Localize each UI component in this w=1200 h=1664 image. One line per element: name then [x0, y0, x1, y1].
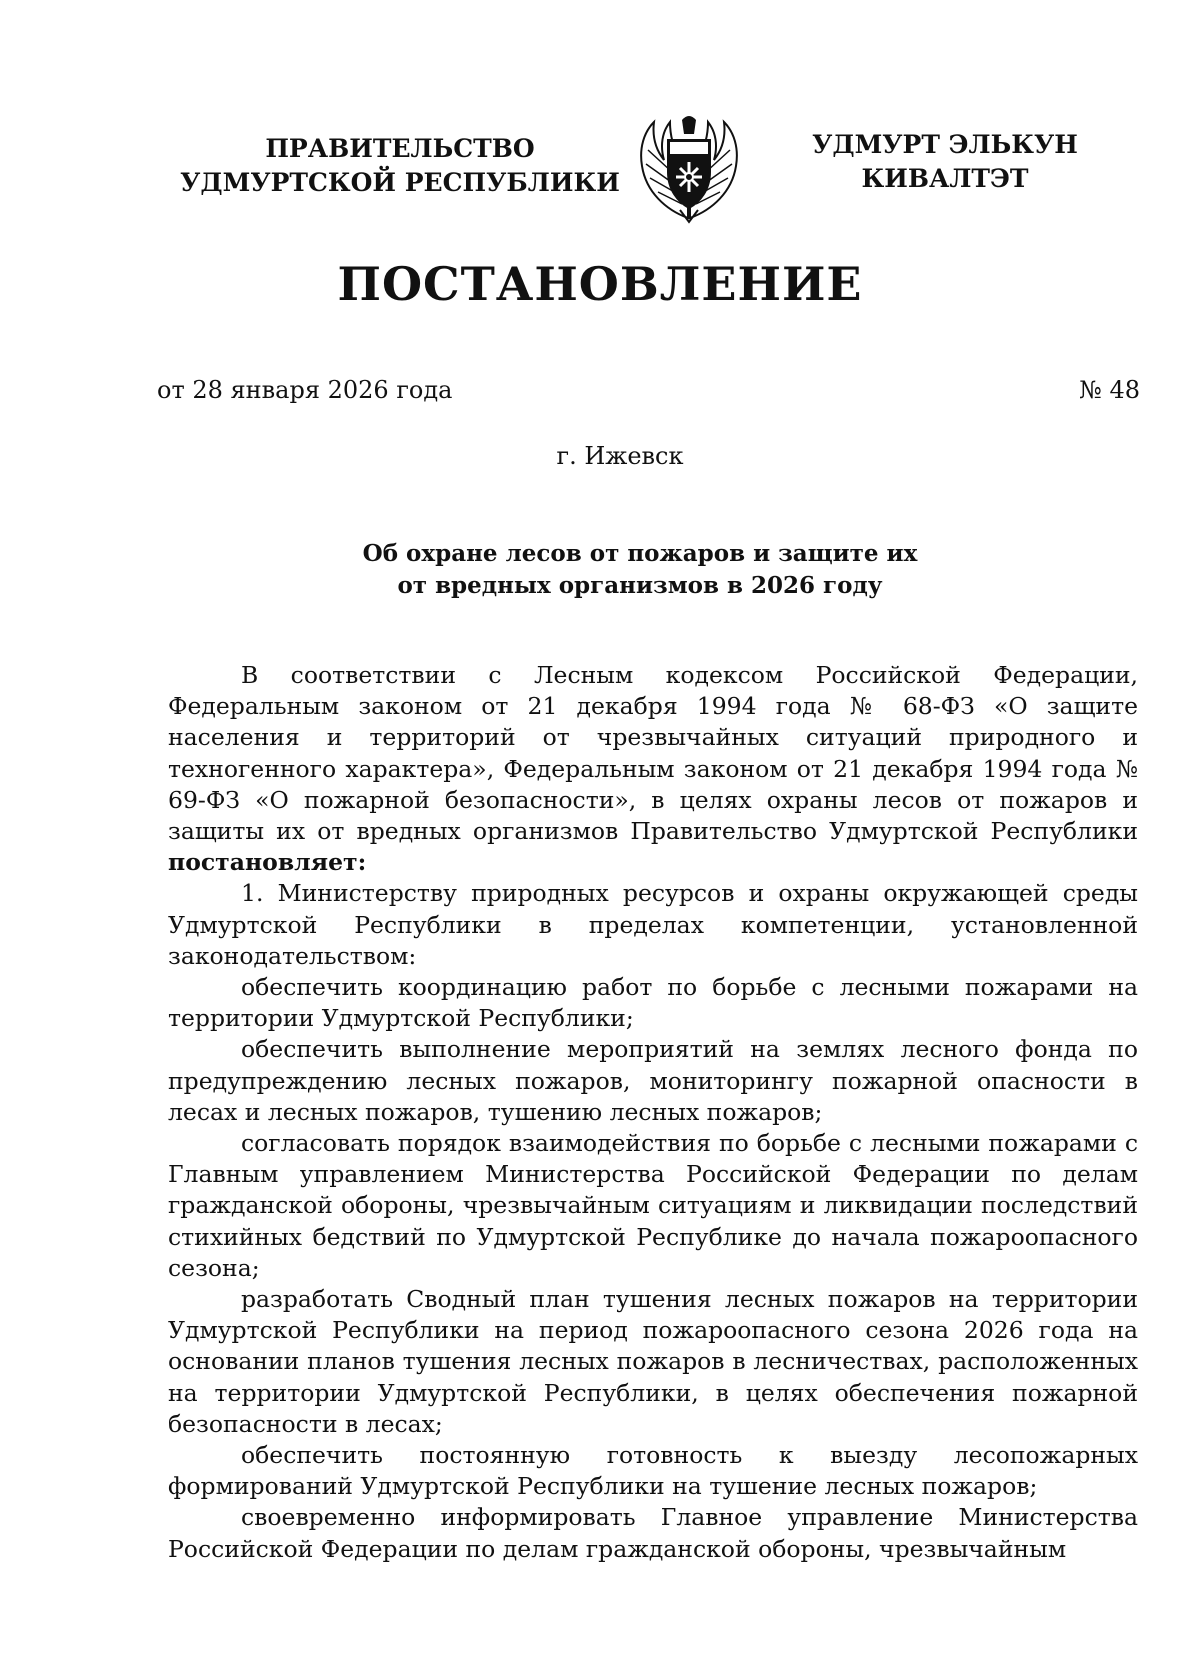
issuer-name-udmurt-line-1: УДМУРТ ЭЛЬКУН [812, 130, 1078, 159]
document-title [300, 538, 980, 602]
document-date: от 28 января 2026 года [157, 376, 453, 404]
document-title-line-1: Об охране лесов от пожаров и защите их [362, 540, 918, 567]
body-paragraph: согласовать порядок взаимодействия по борьбе с лесными пожарами с Главным управлением Министерства Российской Федерации по делам гражданской обороны, чрезвычайным ситуациям и ликвидации последствий стихийных бедствий по Удмуртской Республике до начала пожароопасного сезона; [168, 1129, 1138, 1282]
body-paragraph: обеспечить выполнение мероприятий на землях лесного фонда по предупреждению лесных пожаров, мониторингу пожарной опасности в лесах и лесных пожаров, тушению лесных пожаров; [168, 1035, 1138, 1126]
document-title-line-2: от вредных организмов в 2026 году [397, 572, 883, 599]
body-paragraph: обеспечить координацию работ по борьбе с лесными пожарами на территории Удмуртской Республики; [168, 973, 1138, 1033]
document-city: г. Ижевск [556, 442, 684, 470]
issuer-name-line-1: ПРАВИТЕЛЬСТВО [265, 134, 535, 163]
body-paragraph: разработать Сводный план тушения лесных пожаров на территории Удмуртской Республики на период пожароопасного сезона 2026 года на основании планов тушения лесных пожаров в лесничествах, расположенных на территории Удмуртской Республики, в целях обеспечения пожарной безопасности в лесах; [168, 1285, 1138, 1438]
document-body [168, 660, 1138, 1565]
preamble-colon: : [357, 848, 367, 877]
preamble-paragraph [168, 660, 1138, 878]
issuer-name-russian [170, 132, 630, 200]
body-paragraph: своевременно информировать Главное управление Министерства Российской Федерации по делам гражданской обороны, чрезвычайным [168, 1503, 1138, 1563]
preamble-operative-word: постановляет [168, 848, 358, 877]
document-number: № 48 [1079, 376, 1140, 404]
issuer-name-udmurt-line-2: КИВАЛТЭТ [861, 164, 1029, 193]
body-paragraph: 1. Министерству природных ресурсов и охраны окружающей среды Удмуртской Республики в пределах компетенции, установленной законодательством: [168, 879, 1138, 970]
preamble-text: В соответствии с Лесным кодексом Российской Федерации, Федеральным законом от 21 декабря 1994 года № 68-ФЗ «О защите населения и территорий от чрезвычайных ситуаций природного и техногенного характера», Федеральным законом от 21 декабря 1994 года № 69-ФЗ «О пожарной безопасности», в целях охраны лесов от пожаров и защиты их от вредных организмов Правительство Удмуртской Республики [168, 661, 1138, 846]
issuer-name-udmurt [795, 128, 1095, 196]
coat-of-arms-udmurtia-icon [636, 110, 742, 226]
body-paragraph: обеспечить постоянную готовность к выезду лесопожарных формирований Удмуртской Республики на тушение лесных пожаров; [168, 1441, 1138, 1501]
document-type-heading: ПОСТАНОВЛЕНИЕ [337, 257, 863, 311]
issuer-name-line-2: УДМУРТСКОЙ РЕСПУБЛИКИ [180, 168, 620, 197]
